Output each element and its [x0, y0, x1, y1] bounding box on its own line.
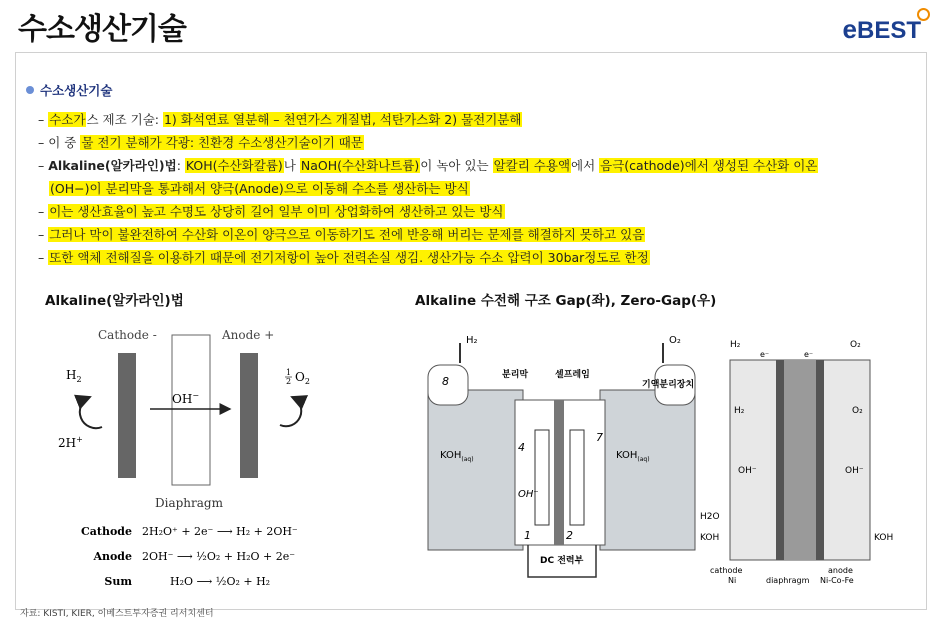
gap-koh-right: $KOH_{(aq)}$ [616, 450, 650, 463]
alkaline-diagram [40, 315, 370, 600]
zg-oh-right: OH⁻ [845, 466, 864, 476]
zg-o2-top: O₂ [850, 340, 861, 350]
bold-seg: Alkaline(알카라인)법 [48, 158, 177, 173]
highlight-seg: 물 전기 분해가 각광: 친환경 수소생산기술이기 때문 [81, 135, 363, 150]
highlight-seg: 수소가 [49, 112, 86, 127]
highlight-seg: 그러나 막이 불완전하여 수산화 이온이 양극으로 이동하기도 전에 반응해 버리는 문제를 해결하지 못하고 있음 [49, 227, 645, 242]
bullet-line-1 [38, 110, 522, 128]
bullet-line-3-cont [49, 179, 470, 197]
gap-n7: 7 [596, 431, 603, 444]
zg-e1: e⁻ [760, 350, 770, 359]
gap-n4: 4 [518, 441, 525, 454]
anode-label: Anode + [222, 328, 275, 342]
gap-o2-label: O₂ [669, 335, 681, 346]
zero-gap-structure-diagram [700, 325, 900, 587]
ebest-logo [843, 14, 921, 45]
text-seg: – [38, 158, 49, 173]
left-figure-subtitle: Alkaline(알카라인)법 [45, 293, 184, 309]
diaphragm-label: Diaphragm [155, 496, 223, 510]
center-membrane [554, 400, 564, 545]
anode-arrow-icon [280, 397, 301, 426]
zg-h2o: H2O [700, 512, 720, 522]
oh-label: OH− [172, 391, 200, 406]
gap-h2-label: H₂ [466, 335, 478, 346]
highlight-seg: 알칼리 수용액 [493, 158, 571, 173]
left-electrode [535, 430, 549, 525]
zg-anode: anode [828, 566, 853, 575]
highlight-seg: NaOH(수산화나트륨) [300, 158, 420, 173]
left-tank [428, 390, 523, 550]
page-title: 수소생산기술 [18, 12, 186, 47]
gap-koh-left: $KOH_{(aq)}$ [440, 450, 474, 463]
gas-separator-label: 기액분리장치 [642, 380, 695, 390]
right-figure-subtitle: Alkaline 수전해 구조 Gap(좌), Zero-Gap(우) [415, 293, 717, 309]
highlight-seg: 음극(cathode)에서 생성된 수산화 이온 [600, 158, 818, 173]
eq-cathode: 2H₂O⁺ + 2e⁻ ⟶ H₂ + 2OH⁻ [142, 525, 298, 538]
gap-oh-label: OH⁻ [518, 489, 539, 500]
zg-oh-left: OH⁻ [738, 466, 757, 476]
zg-h2-top: H₂ [730, 340, 741, 350]
highlight-seg: KOH(수산화칼륨) [185, 158, 283, 173]
logo-dot-icon [917, 8, 930, 21]
logo-text: BEST [856, 17, 921, 44]
bullet-line-4 [38, 202, 505, 220]
text-seg: – [38, 204, 49, 219]
text-seg: 스 제조 기술: [86, 112, 163, 127]
zg-koh-left: KOH [700, 533, 720, 543]
o2-label: $O_2$ [295, 370, 310, 386]
bullet-line-5 [38, 225, 645, 243]
cathode-label: Cathode - [98, 328, 157, 342]
bullet-line-2 [38, 133, 364, 151]
zg-ni: Ni [728, 576, 737, 585]
text-seg: 이 녹아 있는 [420, 158, 493, 173]
dc-label: DC 전력부 [540, 556, 584, 566]
zg-o2-mid: O₂ [852, 406, 863, 416]
zg-h2-mid: H₂ [734, 406, 745, 416]
cell-frame-label: 셀프레임 [555, 370, 590, 380]
cathode-electrode [118, 353, 136, 478]
zg-nicofe: Ni-Co-Fe [820, 576, 854, 585]
cathode-arrow-icon [80, 397, 102, 428]
highlight-seg: 1) 화석연료 열분해 – 천연가스 개질법, 석탄가스화 2) 물전기분해 [163, 112, 522, 127]
right-electrode [570, 430, 584, 525]
gap-structure-diagram [420, 325, 710, 587]
h2-label: $H_2$ [66, 368, 82, 384]
eq-sum: H₂O ⟶ ½O₂ + H₂ [170, 575, 271, 588]
text-seg: – 이 중 [38, 135, 81, 150]
text-seg: 나 [283, 158, 300, 173]
zero-gap-anode [816, 360, 824, 560]
gap-n1: 1 [524, 529, 531, 542]
bullet-line-6 [38, 248, 650, 266]
eq-anode-label: Anode [93, 550, 132, 563]
gap-n2: 2 [566, 529, 573, 542]
text-seg: – [38, 112, 49, 127]
zg-diaphragm: diaphragm [766, 576, 810, 585]
membrane-label: 분리막 [502, 370, 529, 380]
text-seg: 에서 [571, 158, 600, 173]
eq-anode: 2OH⁻ ⟶ ½O₂ + H₂O + 2e⁻ [142, 550, 296, 563]
highlight-seg: (OH−)이 분리막을 통과해서 양극(Anode)으로 이동해 수소를 생산하는 방식 [50, 181, 469, 196]
o2-fraction: 1 2 [286, 368, 292, 386]
section-heading-text: 수소생산기술 [40, 83, 113, 98]
logo-e: e [842, 14, 857, 44]
section-heading [26, 81, 112, 99]
source-note: 자료: KISTI, KIER, 이베스트투자증권 리서치센터 [20, 609, 214, 619]
hplus-label: 2H+ [58, 435, 83, 450]
eq-sum-label: Sum [104, 575, 132, 588]
zg-koh-right: KOH [874, 533, 894, 543]
bullet-line-3 [38, 156, 818, 174]
text-seg: – [38, 250, 49, 265]
highlight-seg: 이는 생산효율이 높고 수명도 상당히 길어 일부 이미 상업화하여 생산하고 있는 방식 [49, 204, 504, 219]
zg-cathode: cathode [710, 566, 743, 575]
eq-cathode-label: Cathode [81, 525, 132, 538]
diaphragm-membrane [172, 335, 210, 485]
zg-e2: e⁻ [804, 350, 814, 359]
zero-gap-diaphragm [784, 360, 816, 560]
gap-n8: 8 [442, 375, 449, 388]
highlight-seg: 또한 액체 전해질을 이용하기 때문에 전기저항이 높아 전력손실 생김. 생산가능 수소 압력이 30bar정도로 한정 [49, 250, 649, 265]
text-seg: – [38, 227, 49, 242]
text-seg: : [176, 158, 185, 173]
right-tank [600, 390, 695, 550]
zero-gap-cathode [776, 360, 784, 560]
anode-electrode [240, 353, 258, 478]
bullet-icon [26, 86, 34, 94]
